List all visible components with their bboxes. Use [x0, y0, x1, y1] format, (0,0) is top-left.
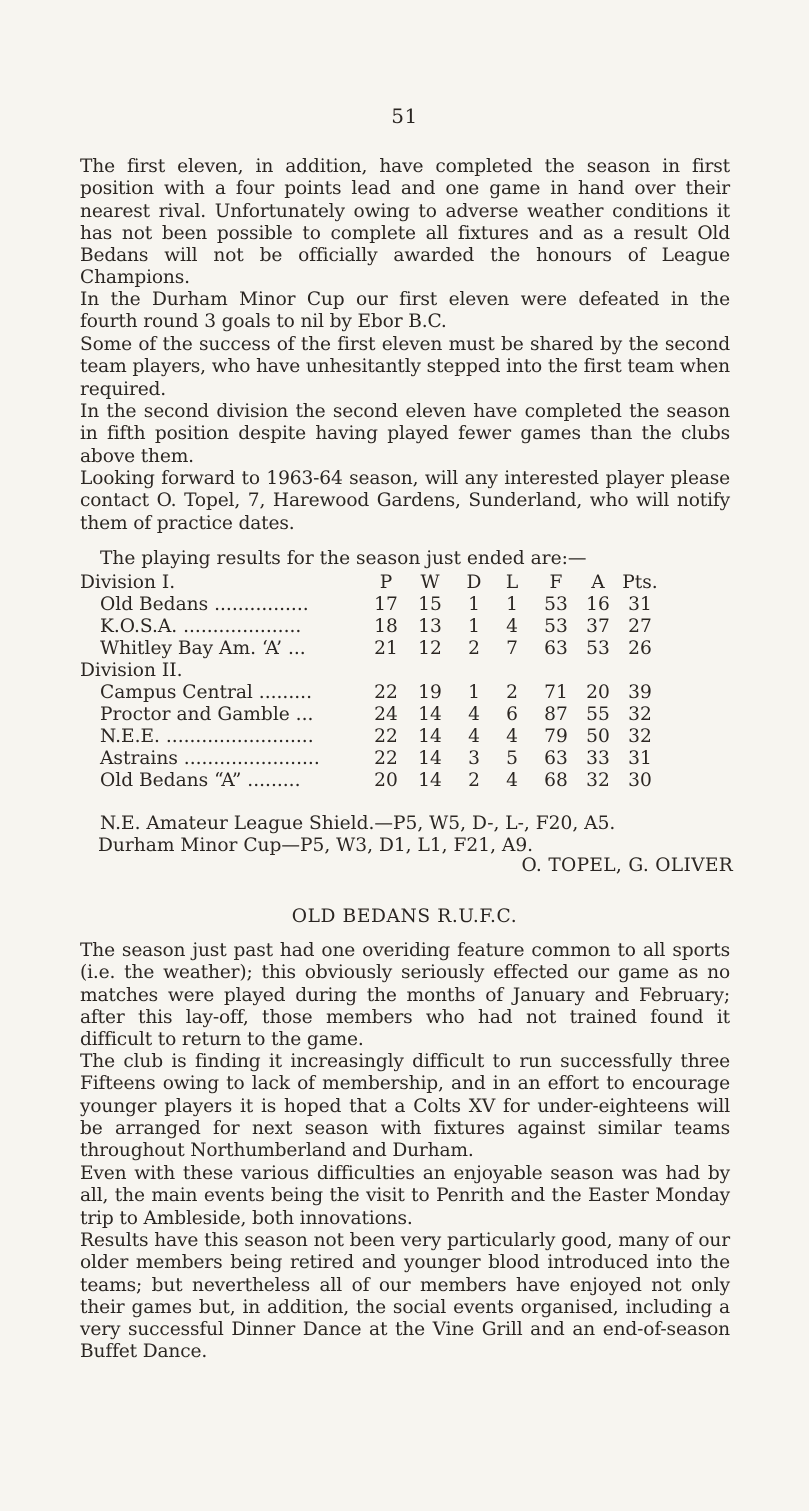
stat-cell: 53 — [586, 638, 610, 659]
stat-cell: 4 — [506, 726, 518, 747]
column-header: P — [379, 572, 393, 593]
column-header: D — [466, 572, 482, 593]
stat-cell: 22 — [374, 748, 398, 769]
stat-cell: 22 — [374, 726, 398, 747]
results-intro: The playing results for the season just ended are:— — [100, 548, 587, 569]
stat-cell: 4 — [506, 770, 518, 791]
stat-cell: 20 — [586, 682, 610, 703]
paragraph-rufc-season: The season just past had one overiding feature common to all sports (i.e. the weather); this obviously seriously effected our game as no matches were played during the months of January and February; after this lay-off, those members who had not trained found it difficult to return to the game. — [80, 940, 730, 1051]
team-name: N.E.E. ......................... — [100, 726, 314, 747]
stat-cell: 17 — [374, 594, 398, 615]
division2-row — [80, 660, 740, 682]
stat-cell: 79 — [544, 726, 568, 747]
stat-cell: 26 — [628, 638, 652, 659]
stat-cell: 50 — [586, 726, 610, 747]
stat-cell: 20 — [374, 770, 398, 791]
stat-cell: 1 — [468, 682, 480, 703]
stat-cell: 4 — [468, 726, 480, 747]
team-name: Astrains ....................... — [100, 748, 320, 769]
team-name: Old Bedans ................ — [100, 594, 309, 615]
paragraph-durham-cup: In the Durham Minor Cup our first eleven were defeated in the fourth round 3 goals to nil by Ebor B.C. — [80, 289, 730, 333]
column-header: F — [549, 572, 563, 593]
stat-cell: 15 — [418, 594, 442, 615]
stat-cell: 5 — [506, 748, 518, 769]
stat-cell: 14 — [418, 770, 442, 791]
paragraph-rufc-results: Results have this season not been very particularly good, many of our older members being retired and younger blood introduced into the teams; but nevertheless all of our members have enjoyed not only their games but, in addition, the social events organised, including a very successful Dinner Dance at the Vine Grill and an end-of-season Buffet Dance. — [80, 1230, 730, 1363]
paragraph-first-eleven: The first eleven, in addition, have completed the season in first position with a four points lead and one game in hand over their nearest rival. Unfortunately owing to adverse weather conditions it has not been possible to complete all fixtures and as a result Old Bedans will not be officially awarded the honours of League Champions. — [80, 156, 730, 289]
stat-cell: 31 — [628, 748, 652, 769]
stat-cell: 19 — [418, 682, 442, 703]
stat-cell: 16 — [586, 594, 610, 615]
section-heading: OLD BEDANS R.U.F.C. — [291, 906, 518, 927]
stat-cell: 33 — [586, 748, 610, 769]
column-header: W — [420, 572, 440, 593]
table-row — [80, 748, 740, 770]
paragraph-second-division: In the second division the second eleven have completed the season in fifth position despite having played fewer games than the clubs above them. — [80, 401, 730, 467]
column-header: Pts. — [622, 572, 658, 593]
results-table — [80, 572, 740, 792]
stat-cell: 68 — [544, 770, 568, 791]
stat-cell: 12 — [418, 638, 442, 659]
team-name: Proctor and Gamble ... — [100, 704, 314, 725]
stat-cell: 30 — [628, 770, 652, 791]
stat-cell: 24 — [374, 704, 398, 725]
table-row — [80, 616, 740, 638]
cup-line: Durham Minor Cup—P5, W3, D1, L1, F21, A9. — [98, 835, 534, 856]
stat-cell: 4 — [506, 616, 518, 637]
stat-cell: 27 — [628, 616, 652, 637]
stat-cell: 39 — [628, 682, 652, 703]
stat-cell: 14 — [418, 726, 442, 747]
header-row — [80, 572, 740, 594]
stat-cell: 22 — [374, 682, 398, 703]
team-name: Old Bedans “A” ......... — [100, 770, 301, 791]
team-name: Whitley Bay Am. ‘A’ ... — [100, 638, 306, 659]
page-number: 51 — [391, 104, 418, 128]
paragraph-second-team: Some of the success of the first eleven must be shared by the second team players, who have unhesitantly stepped into the first team when required. — [80, 334, 730, 400]
column-header: A — [591, 572, 605, 593]
division1-label: Division I. — [80, 572, 176, 593]
stat-cell: 2 — [506, 682, 518, 703]
stat-cell: 53 — [544, 616, 568, 637]
signature: O. TOPEL, G. OLIVER — [521, 855, 733, 876]
stat-cell: 71 — [544, 682, 568, 703]
paragraph-rufc-events: Even with these various difficulties an enjoyable season was had by all, the main events being the visit to Penrith and the Easter Monday trip to Ambleside, both innovations. — [80, 1163, 730, 1229]
table-row — [80, 638, 740, 660]
stat-cell: 63 — [544, 638, 568, 659]
cup-summary — [100, 813, 615, 857]
shield-line: N.E. Amateur League Shield.—P5, W5, D-, L-, F20, A5. — [100, 813, 616, 834]
stat-cell: 32 — [628, 726, 652, 747]
team-name: K.O.S.A. .................... — [100, 616, 302, 637]
stat-cell: 31 — [628, 594, 652, 615]
stat-cell: 53 — [544, 594, 568, 615]
column-header: L — [505, 572, 519, 593]
table-row — [80, 770, 740, 792]
stat-cell: 1 — [468, 594, 480, 615]
stat-cell: 63 — [544, 748, 568, 769]
team-name: Campus Central ......... — [100, 682, 312, 703]
table-row — [80, 594, 740, 616]
table-row — [80, 726, 740, 748]
stat-cell: 87 — [544, 704, 568, 725]
stat-cell: 6 — [506, 704, 518, 725]
stat-cell: 55 — [586, 704, 610, 725]
stat-cell: 21 — [374, 638, 398, 659]
stat-cell: 32 — [586, 770, 610, 791]
stat-cell: 14 — [418, 704, 442, 725]
stat-cell: 4 — [468, 704, 480, 725]
stat-cell: 37 — [586, 616, 610, 637]
stat-cell: 1 — [506, 594, 518, 615]
division2-label: Division II. — [80, 660, 183, 681]
stat-cell: 14 — [418, 748, 442, 769]
stat-cell: 18 — [374, 616, 398, 637]
stat-cell: 3 — [468, 748, 480, 769]
paragraph-rufc-membership: The club is finding it increasingly difficult to run successfully three Fifteens owing to lack of membership, and in an effort to encourage younger players it is hoped that a Colts XV for under-eighteens will be arranged for next season with fixtures against similar teams throughout Northumberland and Durham. — [80, 1051, 730, 1162]
stat-cell: 1 — [468, 616, 480, 637]
stat-cell: 2 — [468, 770, 480, 791]
table-row — [80, 682, 740, 704]
stat-cell: 7 — [506, 638, 518, 659]
stat-cell: 32 — [628, 704, 652, 725]
stat-cell: 13 — [418, 616, 442, 637]
stat-cell: 2 — [468, 638, 480, 659]
paragraph-looking-forward: Looking forward to 1963-64 season, will any interested player please contact O. Topel, 7, Harewood Gardens, Sunderland, who will notify them of practice dates. — [80, 468, 730, 534]
table-row — [80, 704, 740, 726]
